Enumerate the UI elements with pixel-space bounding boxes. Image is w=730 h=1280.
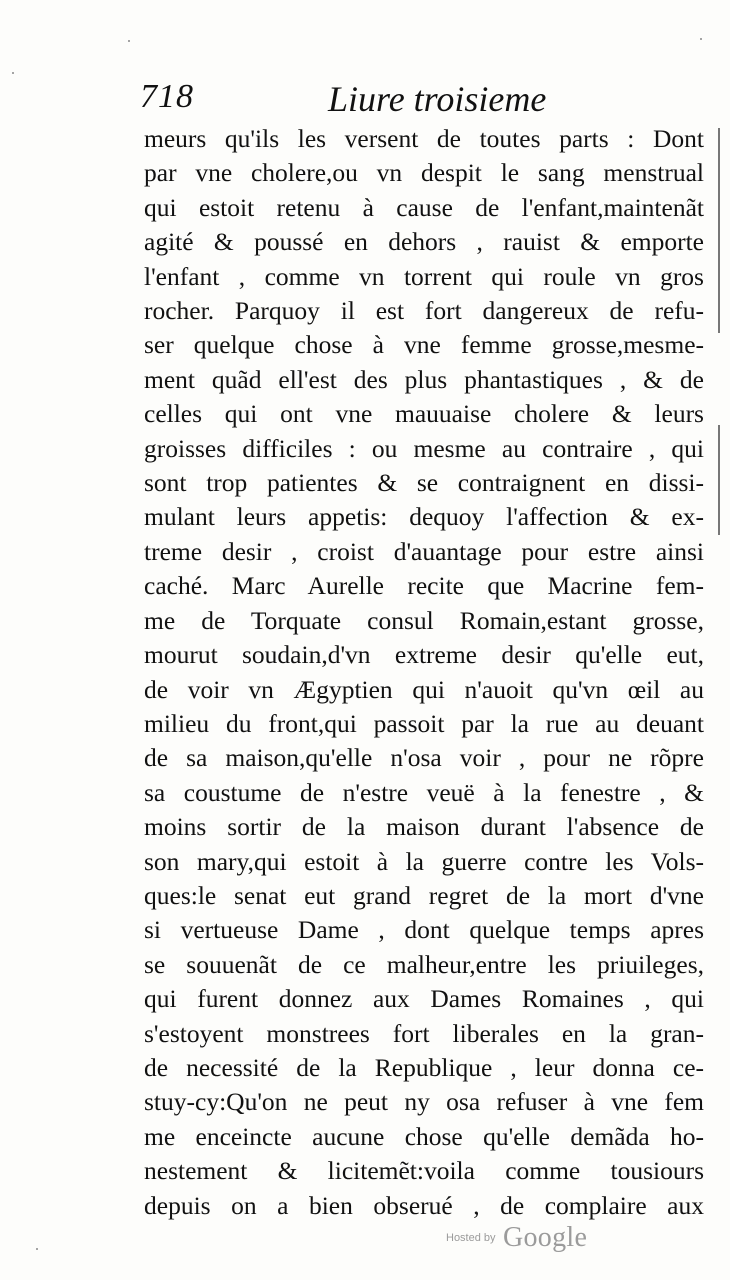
text-line: celles qui ont vne mauuaise cholere & leurs (144, 399, 704, 429)
text-line: agité & poussé en dehors , rauist & emporte (144, 227, 704, 257)
scan-speck (12, 72, 14, 74)
text-line: ment quãd ell'est des plus phantastiques , & de (144, 364, 704, 394)
text-line: si vertueuse Dame , dont quelque temps apres (144, 915, 704, 945)
text-line: de sa maison,qu'elle n'osa voir , pour ne rõpre (144, 743, 704, 773)
text-line: s'estoyent monstrees fort liberales en la gran- (144, 1018, 704, 1048)
text-line: mulant leurs appetis: dequoy l'affection & ex- (144, 502, 704, 532)
text-line: qui furent donnez aux Dames Romaines , qui (144, 984, 704, 1014)
page-header (140, 78, 700, 122)
text-line: ser quelque chose à vne femme grosse,mesme- (144, 330, 704, 360)
hosted-by-label: Hosted by (446, 1232, 496, 1244)
page-number: 718 (140, 78, 194, 115)
scan-speck (700, 38, 702, 40)
text-line: treme desir , croist d'auantage pour estre ainsi (144, 536, 704, 566)
text-line: de voir vn Ægyptien qui n'auoit qu'vn œil au (144, 674, 704, 704)
text-line: me de Torquate consul Romain,estant grosse, (144, 605, 704, 635)
text-line: par vne cholere,ou vn despit le sang menstrual (144, 158, 704, 188)
text-line: sa coustume de n'estre veuë à la fenestre , & (144, 777, 704, 807)
text-line: sont trop patientes & se contraignent en dissi- (144, 468, 704, 498)
text-line: se souuenãt de ce malheur,entre les priuileges, (144, 949, 704, 979)
text-line: son mary,qui estoit à la guerre contre les Vols- (144, 846, 704, 876)
google-logo: Google (502, 1222, 588, 1253)
scan-speck (128, 40, 130, 42)
text-line: de necessité de la Republique , leur donna ce- (144, 1052, 704, 1082)
text-line: moins sortir de la maison durant l'absence de (144, 812, 704, 842)
text-line: l'enfant , comme vn torrent qui roule vn gros (144, 261, 704, 291)
text-line: rocher. Parquoy il est fort dangereux de refu- (144, 296, 704, 326)
text-line: qui estoit retenu à cause de l'enfant,maintenãt (144, 192, 704, 222)
text-line: me enceincte aucune chose qu'elle demãda ho- (144, 1121, 704, 1151)
margin-mark (718, 128, 724, 333)
text-line: nestement & licitemẽt:voila comme tousiours (144, 1156, 704, 1186)
text-line: stuy-cy:Qu'on ne peut ny osa refuser à vne fem (144, 1087, 704, 1117)
margin-mark (718, 425, 724, 535)
text-line: meurs qu'ils les versent de toutes parts : Dont (144, 124, 704, 153)
running-title: Liure troisieme (328, 79, 547, 119)
text-line: ques:le senat eut grand regret de la mort d'vne (144, 880, 704, 910)
hosted-by-google-watermark (446, 1222, 587, 1254)
text-line: groisses difficiles : ou mesme au contraire , qui (144, 433, 704, 463)
scan-speck (36, 1248, 38, 1250)
text-line: milieu du front,qui passoit par la rue au deuant (144, 708, 704, 738)
body-text (144, 122, 704, 1223)
text-line: depuis on a bien obserué , de complaire aux (144, 1190, 704, 1220)
text-line: caché. Marc Aurelle recite que Macrine fem- (144, 571, 704, 601)
text-line: mourut soudain,d'vn extreme desir qu'elle eut, (144, 640, 704, 670)
